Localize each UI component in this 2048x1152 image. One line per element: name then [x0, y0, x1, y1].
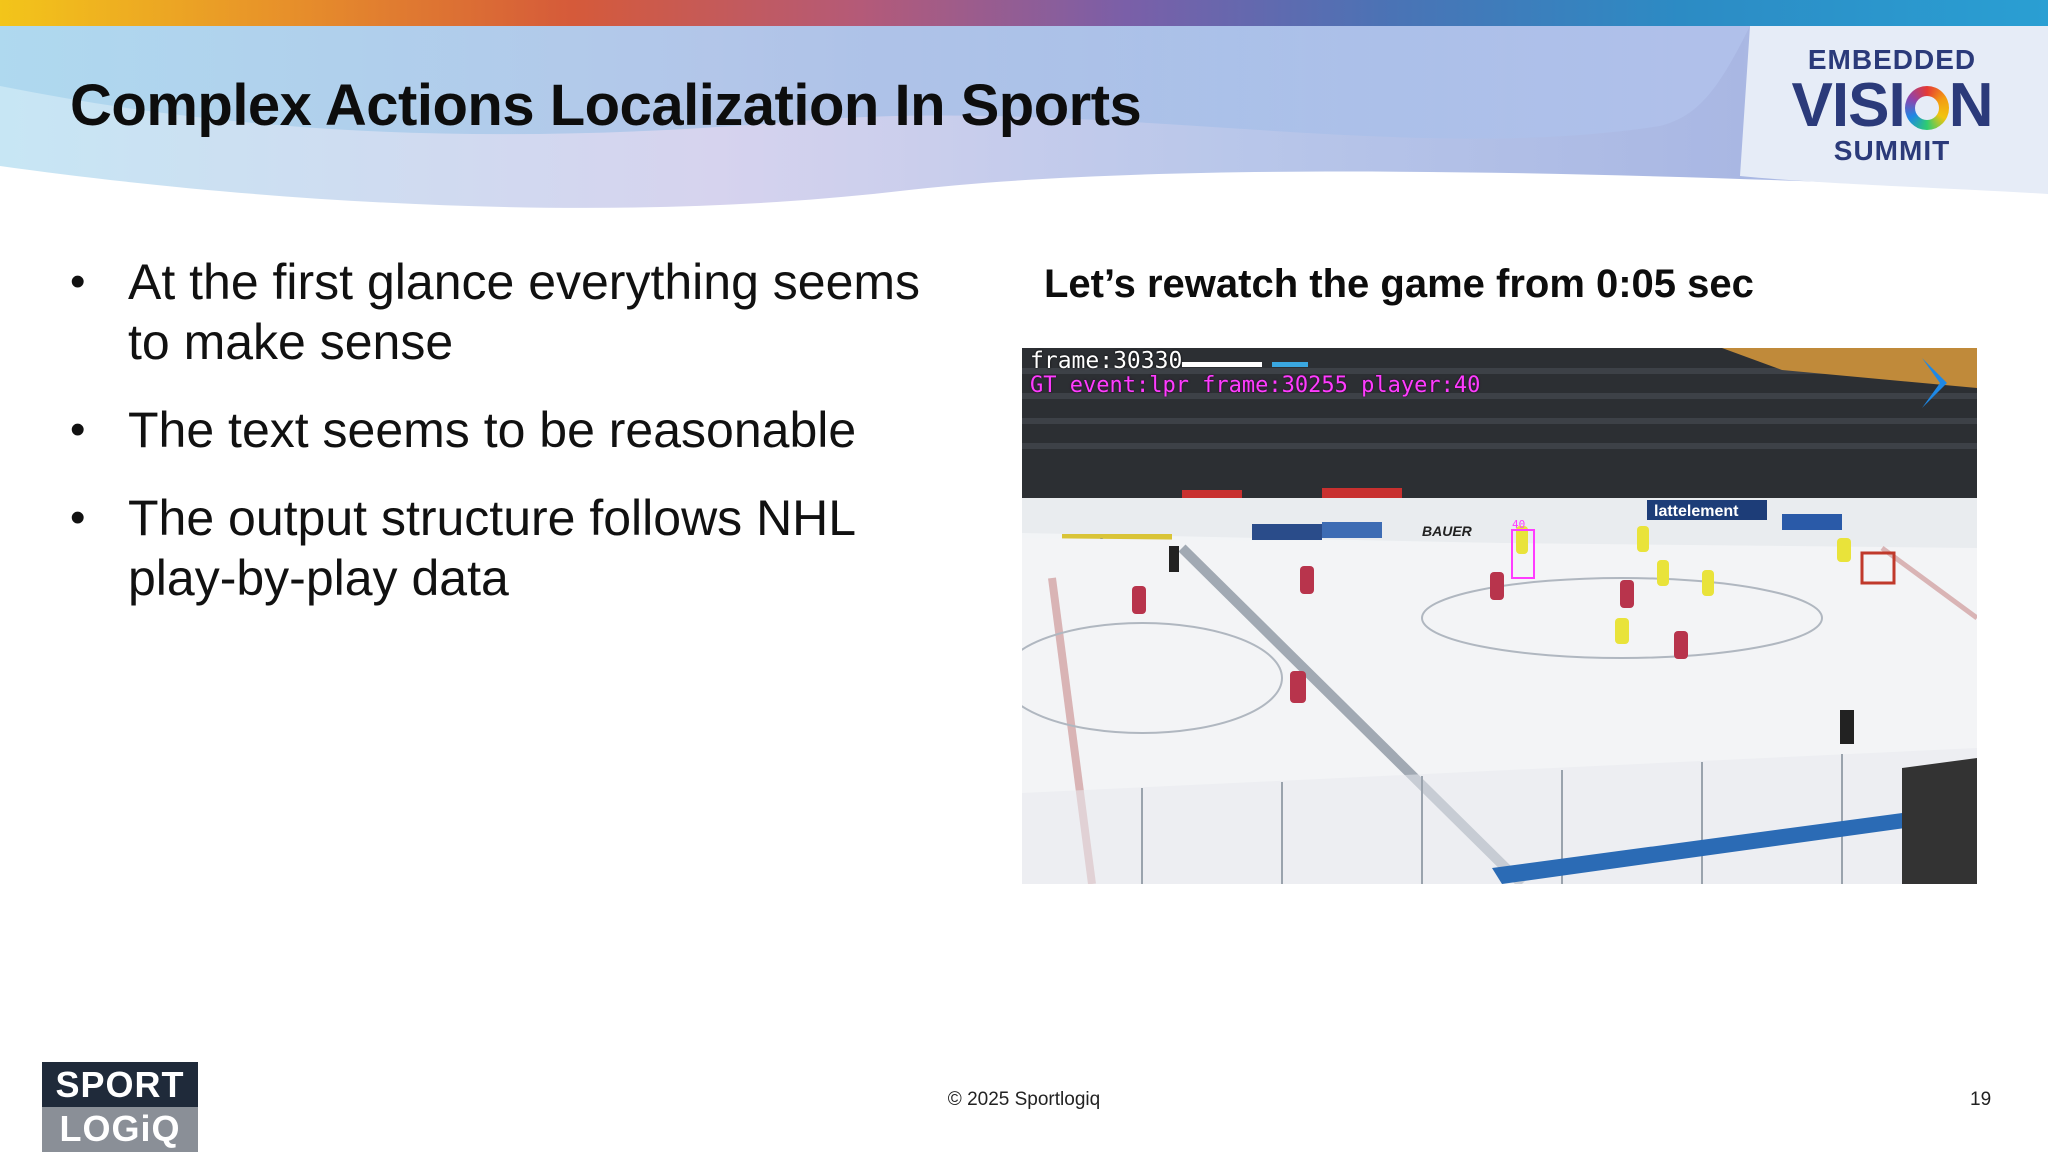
overlay-frame-counter: frame:30330: [1030, 348, 1183, 374]
bullet-text: The output structure follows NHL play-by-play data: [128, 490, 855, 606]
bullet-text: At the first glance everything seems to make sense: [128, 254, 921, 370]
bullet-dot: •: [70, 405, 86, 454]
bullet-dot: •: [70, 493, 86, 542]
sportlogiq-logo-bottom: LOGiQ: [42, 1107, 198, 1152]
footer-copyright: © 2025 Sportlogiq: [947, 1089, 1101, 1110]
video-subheading: Let’s rewatch the game from 0:05 sec: [1044, 262, 1754, 306]
evs-logo-line2: [1782, 71, 2002, 140]
page-number: 19: [1970, 1089, 1992, 1110]
player-box-label: 40: [1512, 518, 1526, 531]
ad-lattelement: lattelement: [1654, 503, 1739, 520]
slide-title: Complex Actions Localization In Sports: [70, 73, 1142, 138]
vision-ring-icon: [1905, 86, 1949, 130]
embedded-vision-summit-logo: [1782, 44, 2002, 172]
evs-logo-line2-b: N: [1948, 71, 1993, 140]
bullet-item: [70, 488, 970, 608]
bullet-list: [70, 252, 970, 636]
top-gradient-bar: [0, 0, 2048, 26]
hockey-rink-illustration: [1022, 348, 1977, 884]
overlay-gt-event: GT event:lpr frame:30255 player:40: [1030, 373, 1481, 398]
hockey-video-frame[interactable]: [1022, 348, 1977, 884]
evs-logo-line2-a: VISI: [1791, 71, 1905, 140]
bullet-item: [70, 400, 970, 460]
bullet-item: [70, 252, 970, 372]
evs-logo-line3: SUMMIT: [1833, 135, 1951, 166]
sportlogiq-logo: [42, 1062, 198, 1152]
evs-logo-line1: EMBEDDED: [1807, 44, 1977, 75]
bullet-text: The text seems to be reasonable: [128, 402, 857, 458]
bullet-dot: •: [70, 257, 86, 306]
ad-bauer: BAUER: [1422, 523, 1472, 539]
sportlogiq-logo-top: SPORT: [42, 1062, 198, 1107]
